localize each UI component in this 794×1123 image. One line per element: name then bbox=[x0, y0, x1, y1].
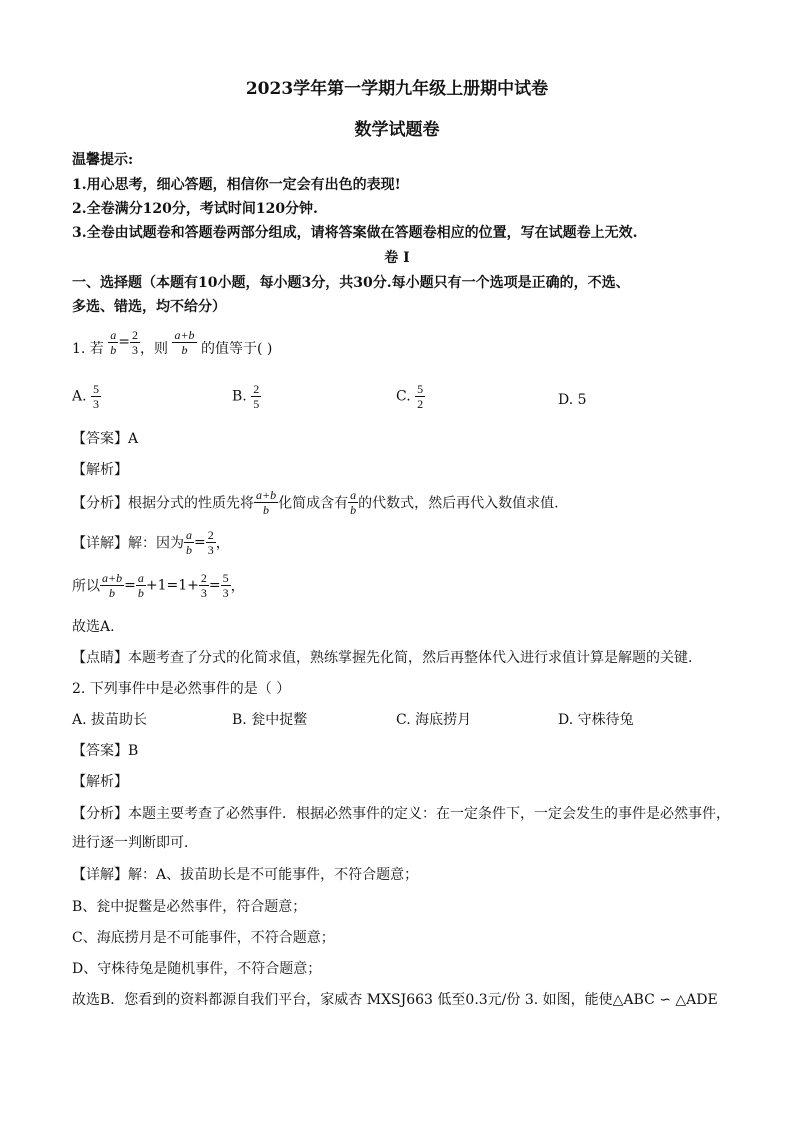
volume-label: 卷 I bbox=[384, 250, 410, 266]
q1-dianjing: 【点睛】本题考查了分式的化简求值，熟练掌握先化简，然后再整体代入进行求值计算是解题的关键. bbox=[72, 650, 693, 666]
section-heading-line-1: 一、选择题（本题有10小题，每小题3分，共30分.每小题只有一个选项是正确的，不选、 bbox=[72, 275, 630, 291]
given-fraction-ab: $\frac{a}{b}$ bbox=[110, 327, 117, 357]
tips-heading: 温馨提示: bbox=[72, 152, 134, 168]
q2-fenxi-line-1: 【分析】本题主要考查了必然事件．根据必然事件的定义：在一定条件下，一定会发生的事件是必然事件， bbox=[72, 806, 730, 822]
q2-fenxi-line-2: 进行逐一判断即可． bbox=[72, 835, 198, 851]
q2-analysis-label: 【解析】 bbox=[72, 774, 128, 790]
q1-option-a: A. $\frac{5}{3}$ bbox=[72, 382, 100, 411]
tips-line-2: 2.全卷满分120分，考试时间120分钟. bbox=[72, 201, 318, 217]
q1-suoyi: 所以 $\frac{a+b}{b}$ = $\frac{a}{b}$ +1=1+ $\frac{2}{3}$ = $\frac{5}{3}$ ， bbox=[72, 571, 245, 600]
given-fraction-2-3: $\frac{2}{3}$ bbox=[132, 327, 138, 357]
q1-option-c: C. $\frac{5}{2}$ bbox=[396, 382, 424, 411]
q2-answer: 【答案】B bbox=[72, 743, 139, 759]
q1-detail: 【详解】解：因为 $\frac{a}{b}$ = $\frac{2}{3}$ ， bbox=[72, 528, 230, 557]
exam-title: 2023学年第一学期九年级上册期中试卷 bbox=[245, 79, 549, 99]
q2-detail-line-2: B、瓮中捉鳖是必然事件，符合题意； bbox=[72, 899, 307, 915]
exam-subtitle: 数学试题卷 bbox=[354, 120, 440, 140]
q1-guxuan: 故选A. bbox=[72, 619, 115, 635]
section-heading-line-2: 多选、错选，均不给分） bbox=[72, 299, 226, 315]
q2-option-c: C. 海底捞月 bbox=[396, 712, 472, 728]
q1-fenxi: 【分析】根据分式的性质先将 $\frac{a+b}{b}$ 化简成含有 $\frac{a}{b}$ 的代数式，然后再代入数值求值. bbox=[72, 488, 559, 517]
tips-line-1: 1.用心思考，细心答题，相信你一定会有出色的表现! bbox=[72, 177, 401, 193]
tips-line-3: 3.全卷由试题卷和答题卷两部分组成，请将答案做在答题卷相应的位置，写在试题卷上无效. bbox=[72, 225, 638, 241]
q1-option-b: B. $\frac{2}{5}$ bbox=[232, 382, 260, 411]
q2-detail-line-3: C、海底捞月是不可能事件，不符合题意； bbox=[72, 930, 335, 946]
q1-answer: 【答案】A bbox=[72, 431, 139, 447]
q2-detail-line-1: 【详解】解：A、拔苗助长是不可能事件，不符合题意； bbox=[72, 867, 419, 883]
q2-option-b: B. 瓮中捉鳖 bbox=[232, 712, 308, 728]
q1-option-d: D. 5 bbox=[558, 392, 587, 408]
q2-option-a: A. 拔苗助长 bbox=[72, 712, 148, 728]
question-1-stem: 1. 若 $\frac{a}{b}$ = $\frac{2}{3}$ ，则 $\frac{a+b}{b}$ 的值等于( ) bbox=[72, 327, 273, 357]
q2-last-line: 故选B．您看到的资料都源自我们平台，家威杏 MXSJ663 低至0.3元/份 3. 如图，能使△ABC ∽ △ADE bbox=[72, 992, 718, 1008]
q2-option-d: D. 守株待兔 bbox=[558, 712, 634, 728]
q2-detail-line-4: D、守株待兔是随机事件，不符合题意； bbox=[72, 961, 322, 977]
question-1-prefix: 1. 若 bbox=[72, 341, 104, 357]
question-2-stem: 2. 下列事件中是必然事件的是（ ） bbox=[72, 681, 291, 697]
target-expression: $\frac{a+b}{b}$ bbox=[174, 327, 195, 357]
q1-analysis-label: 【解析】 bbox=[72, 462, 128, 478]
